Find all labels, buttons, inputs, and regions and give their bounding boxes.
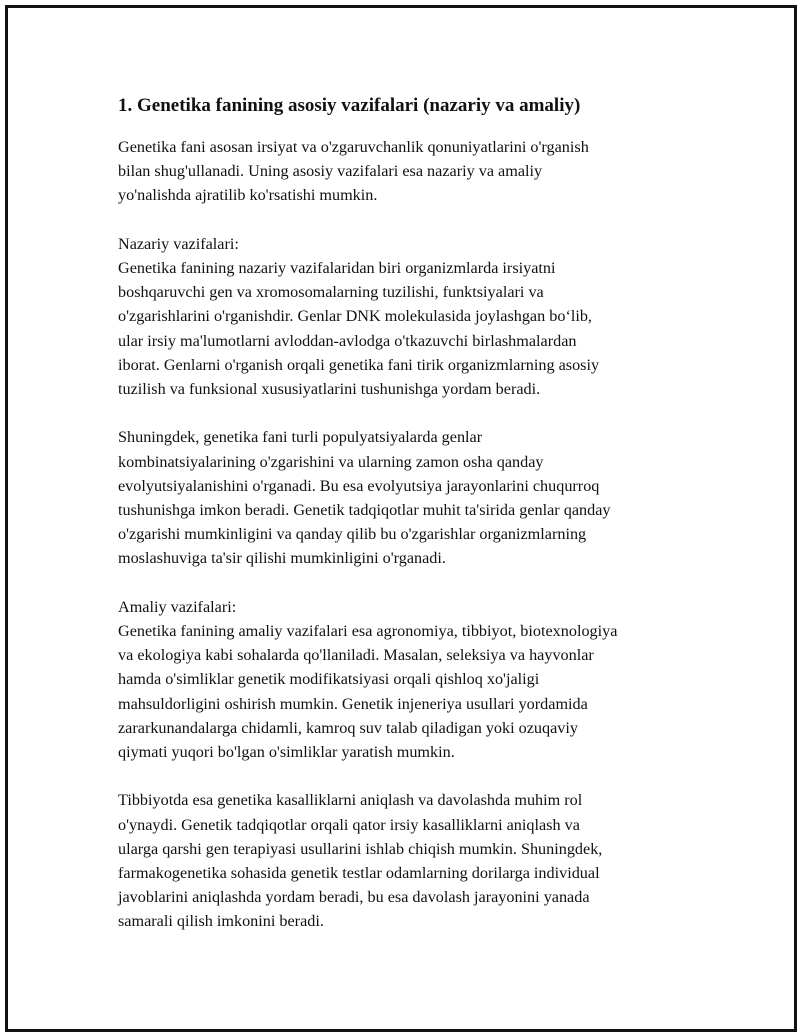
text-line: kombinatsiyalarining o'zgarishini va ularning zamon osha qanday [118, 452, 544, 471]
text-line: Genetika fani asosan irsiyat va o'zgaruvchanlik qonuniyatlarini o'rganish [118, 138, 589, 156]
text-line: ular irsiy ma'lumotlarni avloddan-avlodga o'tkazuvchi birlashmalardan [118, 331, 577, 350]
text-line: zararkunandalarga chidamli, kamroq suv talab qiladigan yoki ozuqaviy [118, 718, 578, 737]
text-line: samarali qilish imkonini beradi. [118, 912, 324, 931]
text-line: Shuningdek, genetika fani turli populyatsiyalarda genlar [118, 428, 483, 447]
text-line: qiymati yuqori bo'lgan o'simliklar yaratish mumkin. [118, 743, 455, 762]
text-line: o'zgarishi mumkinligini va qanday qilib bu o'zgarishlar organizmlarning [118, 525, 587, 544]
text-line: bilan shug'ullanadi. Uning asosiy vazifalari esa nazariy va amaliy [118, 162, 543, 181]
evolution-paragraph [118, 425, 698, 570]
text-line: Tibbiyotda esa genetika kasalliklarni aniqlash va davolashda muhim rol [118, 791, 583, 810]
text-line: Genetika fanining amaliy vazifalari esa agronomiya, tibbiyot, biotexnologiya [118, 622, 618, 641]
text-line: ularga qarshi gen terapiyasi usullarini ishlab chiqish mumkin. Shuningdek, [118, 839, 603, 858]
text-line: o'zgarishlarini o'rganishdir. Genlar DNK molekulasida joylashgan bo‘lib, [118, 307, 592, 326]
section-heading: 1. Genetika fanining asosiy vazifalari (nazariy va amaliy) [118, 95, 581, 116]
theoretical-tasks-paragraph [118, 232, 698, 401]
practical-tasks-paragraph [118, 595, 698, 764]
text-line: evolyutsiyalanishini o'rganadi. Bu esa evolyutsiya jarayonlarini chuqurroq [118, 476, 600, 495]
text-line: hamda o'simliklar genetik modifikatsiyasi orqali qishloq xo'jaligi [118, 670, 540, 689]
text-line: o'ynaydi. Genetik tadqiqotlar orqali qator irsiy kasalliklarni aniqlash va [118, 815, 580, 834]
subheading-practical: Amaliy vazifalari: [118, 597, 237, 616]
text-line: javoblarini aniqlashda yordam beradi, bu esa davolash jarayonini yanada [118, 888, 590, 907]
text-line: Genetika fanining nazariy vazifalaridan biri organizmlarda irsiyatni [118, 259, 556, 277]
subheading-theoretical: Nazariy vazifalari: [118, 234, 239, 253]
text-line: boshqaruvchi gen va xromosomalarning tuzilishi, funktsiyalari va [118, 283, 544, 302]
medicine-paragraph [118, 788, 698, 933]
text-line: iborat. Genlarni o'rganish orqali genetika fani tirik organizmlarning asosiy [118, 355, 600, 374]
text-line: yo'nalishda ajratilib ko'rsatishi mumkin. [118, 186, 378, 205]
text-line: va ekologiya kabi sohalarda qo'llaniladi. Masalan, seleksiya va hayvonlar [118, 646, 594, 665]
text-line: mahsuldorligini oshirish mumkin. Genetik injeneriya usullari yordamida [118, 694, 588, 713]
intro-paragraph [118, 135, 698, 208]
text-line: farmakogenetika sohasida genetik testlar odamlarning dorilarga individual [118, 864, 600, 883]
document-body [118, 94, 698, 934]
text-line: tuzilish va funksional xususiyatlarini tushunishga yordam beradi. [118, 380, 541, 399]
text-line: moslashuviga ta'sir qilishi mumkinligini o'rganadi. [118, 549, 446, 568]
text-line: tushunishga imkon beradi. Genetik tadqiqotlar muhit ta'sirida genlar qanday [118, 501, 611, 520]
